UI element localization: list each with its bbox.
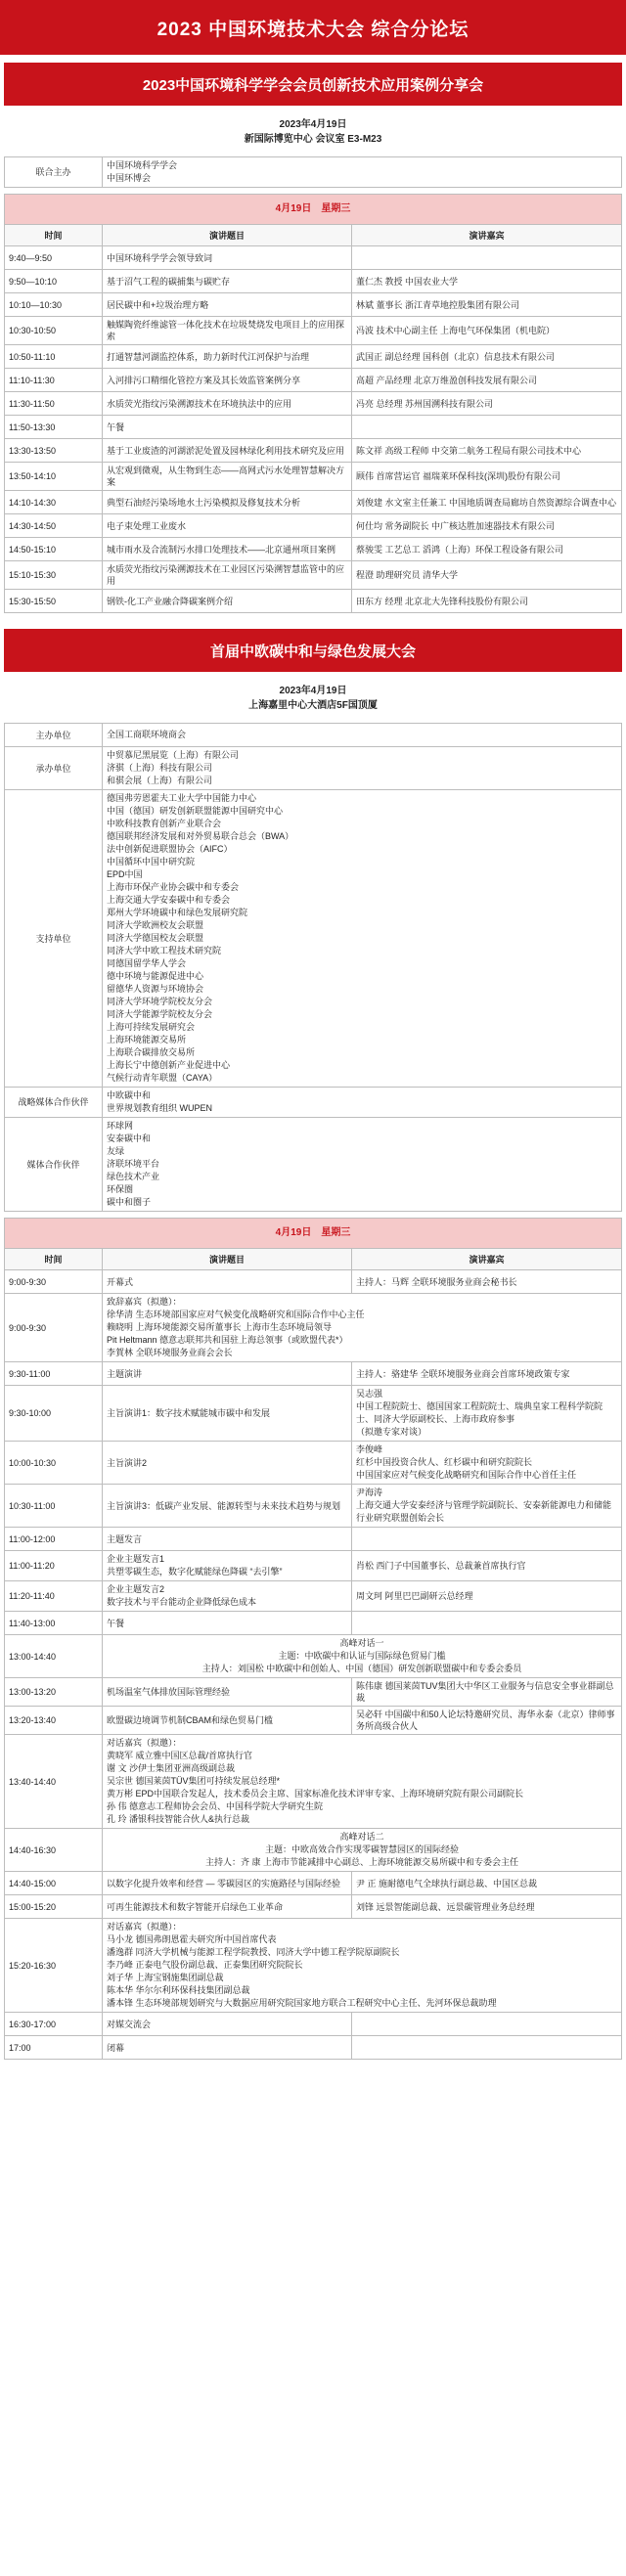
info-row: [5, 790, 622, 1088]
session-detail-line: 李乃峰 正泰电气股份副总裁、正泰集团研究院院长: [107, 1960, 303, 1970]
session-detail-line: 致辞嘉宾（拟邀）：: [107, 1297, 182, 1307]
session-time: 9:30-10:00: [5, 1386, 103, 1442]
schedule-row: [5, 392, 622, 416]
session-detail-line: 赖晓明 上海环境能源交易所董事长 上海市生态环境局领导: [107, 1322, 333, 1332]
session-detail-line: 李賀林 全联环境服务业商会会长: [107, 1348, 233, 1357]
info-label: 战略媒体合作伙伴: [5, 1088, 103, 1118]
session-topic: 可再生能源技术和数字智能开启绿色工业革命: [103, 1895, 352, 1919]
schedule-row: [5, 369, 622, 392]
session-topic: 主旨演讲1：数字技术赋能城市碳中和发展: [103, 1386, 352, 1442]
session-time: 15:20-16:30: [5, 1919, 103, 2013]
forum1-date: 2023年4月19日: [279, 119, 347, 130]
schedule-row: [5, 514, 622, 538]
session-time: 11:00-11:20: [5, 1551, 103, 1581]
forum1-host-item: 中国环境科学学会: [107, 160, 178, 170]
session-speaker: 田东方 经理 北京北大先锋科技股份有限公司: [352, 590, 622, 613]
session-speaker: [352, 1612, 622, 1635]
session-time: 9:40—9:50: [5, 246, 103, 270]
session-detail-line: 黄万彬 EPD中国联合发起人，技术委员会主席、国家标准化技术评审专家、上海环境研究院有限公司副院长: [107, 1789, 524, 1799]
session-time: 11:40-13:00: [5, 1612, 103, 1635]
session-speaker: 蔡骏雯 工艺总工 滔鸿（上海）环保工程设备有限公司: [352, 538, 622, 561]
session-speaker: 周文珂 阿里巴巴副研云总经理: [352, 1581, 622, 1612]
session-topic: 午餐: [103, 1612, 352, 1635]
session-time: 11:30-11:50: [5, 392, 103, 416]
schedule-row: [5, 416, 622, 439]
info-item: 绿色技术产业: [107, 1172, 160, 1181]
forum1-col-speaker: 演讲嘉宾: [352, 225, 622, 246]
schedule-row: [5, 463, 622, 491]
session-detail: [103, 1919, 622, 2013]
session-speaker: 董仁杰 教授 中国农业大学: [352, 270, 622, 293]
session-time: 14:40-16:30: [5, 1829, 103, 1872]
session-detail-line: 黄晓军 威立雅中国区总裁/首席执行官: [107, 1751, 253, 1760]
session-speaker: 高超 产品经理 北京万维盈创科技发展有限公司: [352, 369, 622, 392]
info-item: 同济大学中欧工程技术研究院: [107, 946, 222, 955]
session-time: 10:50-11:10: [5, 345, 103, 369]
info-item: 安泰碳中和: [107, 1133, 152, 1143]
session-time: 10:10—10:30: [5, 293, 103, 317]
info-item: 世界规划教育组织 WUPEN: [107, 1103, 213, 1113]
page-title: 2023 中国环境技术大会 综合分论坛: [0, 0, 626, 55]
session-topic: [103, 1581, 352, 1612]
session-speaker: 冯波 技术中心副主任 上海电气环保集团（机电院）: [352, 317, 622, 345]
forum1-host-table: [4, 156, 622, 188]
session-detail-line: 谢 文 沙伊士集团亚洲高级副总裁: [107, 1763, 236, 1773]
session-time: 14:30-14:50: [5, 514, 103, 538]
session-speaker-line: 上海交通大学安泰经济与管理学院副院长、安泰新能源电力和储能行业研究联盟创始会长: [356, 1500, 612, 1523]
session-topic: 钢铁-化工产业融合降碳案例介绍: [103, 590, 352, 613]
session-topic: 欧盟碳边境调节机制CBAM和绿色贸易门槛: [103, 1707, 352, 1735]
session-detail: [103, 1735, 622, 1829]
forum2-col-topic: 演讲题目: [103, 1249, 352, 1270]
info-item: 上海交通大学安泰碳中和专委会: [107, 895, 231, 905]
schedule-row: [5, 1829, 622, 1872]
session-detail-line: 对话嘉宾（拟邀）：: [107, 1922, 182, 1932]
forum2-schedule: [4, 1218, 622, 2060]
session-detail-line: 高峰对话一: [339, 1638, 384, 1648]
session-detail-line: 高峰对话二: [339, 1832, 384, 1842]
schedule-row: [5, 1386, 622, 1442]
session-detail: [103, 1294, 622, 1362]
session-speaker: 林斌 董事长 浙江青草地控股集团有限公司: [352, 293, 622, 317]
schedule-row: [5, 1735, 622, 1829]
session-topic: 基于工业废渣的河湖淤泥处置及园林绿化利用技术研究及应用: [103, 439, 352, 463]
info-label: 支持单位: [5, 790, 103, 1088]
forum2-day-header: 4月19日 星期三: [5, 1219, 622, 1249]
schedule-row: [5, 1919, 622, 2013]
session-time: 13:40-14:40: [5, 1735, 103, 1829]
session-detail-line: 主题：中欧高效合作实现零碳智慧园区的国际经验: [264, 1844, 459, 1854]
session-speaker: 陈文祥 高级工程师 中交第二航务工程局有限公司技术中心: [352, 439, 622, 463]
forum1-day-header: 4月19日 星期三: [5, 195, 622, 225]
forum1-meta: [0, 106, 626, 156]
session-detail-line: 主持人：齐 康 上海市节能减排中心副总、上海环境能源交易所碳中和专委会主任: [204, 1857, 518, 1867]
info-row: [5, 1088, 622, 1118]
session-time: 10:30-10:50: [5, 317, 103, 345]
info-item: 德国弗劳恩霍夫工业大学中国能力中心: [107, 793, 257, 803]
session-detail-line: 孔 玲 潘银科技智能合伙人&执行总裁: [107, 1814, 250, 1824]
session-speaker: [352, 1386, 622, 1442]
session-speaker-line: 尹海涛: [356, 1488, 383, 1497]
session-topic: 开幕式: [103, 1270, 352, 1294]
session-speaker-line: 李俊峰: [356, 1444, 383, 1454]
info-row: [5, 747, 622, 790]
session-time: 13:00-14:40: [5, 1635, 103, 1678]
session-topic: 对媒交流会: [103, 2013, 352, 2036]
schedule-row: [5, 538, 622, 561]
session-topic: 居民碳中和+垃圾治理方略: [103, 293, 352, 317]
session-speaker: 何仕均 常务副院长 中广核达胜加速器技术有限公司: [352, 514, 622, 538]
session-speaker: 主持人：骆建华 全联环境服务业商会首席环境政策专家: [352, 1362, 622, 1386]
session-topic: 主题发言: [103, 1528, 352, 1551]
info-item: 中国（德国）研发创新联盟能源中国研究中心: [107, 806, 284, 816]
info-item: 同德国留学华人学会: [107, 958, 187, 968]
session-speaker: [352, 246, 622, 270]
session-speaker-line: 吴志强: [356, 1389, 383, 1399]
schedule-row: [5, 1485, 622, 1528]
session-time: 15:10-15:30: [5, 561, 103, 590]
info-item: 济骐（上海）科技有限公司: [107, 763, 213, 773]
session-speaker: 刘锋 远景智能副总裁、远景碳管理业务总经理: [352, 1895, 622, 1919]
session-topic: 水质荧光指纹污染溯源技术在环境执法中的应用: [103, 392, 352, 416]
info-items: [103, 747, 622, 790]
schedule-row: [5, 1895, 622, 1919]
session-time: 14:10-14:30: [5, 491, 103, 514]
info-items: [103, 1088, 622, 1118]
schedule-row: [5, 1872, 622, 1895]
info-item: 郑州大学环境碳中和绿色发展研究院: [107, 908, 248, 917]
schedule-row: [5, 1362, 622, 1386]
info-label: 主办单位: [5, 724, 103, 747]
info-label: 承办单位: [5, 747, 103, 790]
session-speaker: 冯亮 总经理 苏州国溯科技有限公司: [352, 392, 622, 416]
session-speaker: 肖松 西门子中国董事长、总裁兼首席执行官: [352, 1551, 622, 1581]
info-item: 碳中和圈子: [107, 1197, 152, 1207]
forum2-col-time: 时间: [5, 1249, 103, 1270]
schedule-row: [5, 590, 622, 613]
session-speaker: 主持人：马辉 全联环境服务业商会秘书长: [352, 1270, 622, 1294]
schedule-row: [5, 1581, 622, 1612]
session-topic: 中国环境科学学会领导致词: [103, 246, 352, 270]
session-time: 15:00-15:20: [5, 1895, 103, 1919]
session-topic: 机场温室气体排放国际管理经验: [103, 1678, 352, 1707]
info-item: 上海可持续发展研究会: [107, 1022, 196, 1032]
session-time: 9:50—10:10: [5, 270, 103, 293]
session-detail-line: 主题：中欧碳中和认证与国际绿色贸易门槛: [278, 1651, 446, 1661]
info-item: 上海联合碳排放交易所: [107, 1047, 196, 1057]
info-item: 德中环境与能源促进中心: [107, 971, 204, 981]
forum2-venue: 上海嘉里中心大酒店5F国顶厦: [248, 700, 378, 711]
info-items: [103, 790, 622, 1088]
info-item: 中欧科技教育创新产业联合会: [107, 819, 222, 828]
schedule-row: [5, 491, 622, 514]
session-topic: 触媒陶瓷纤维滤管一体化技术在垃圾焚烧发电项目上的应用探索: [103, 317, 352, 345]
session-speaker: [352, 1485, 622, 1528]
forum2-col-speaker: 演讲嘉宾: [352, 1249, 622, 1270]
session-time: 14:50-15:10: [5, 538, 103, 561]
info-label: 媒体合作伙伴: [5, 1118, 103, 1212]
schedule-row: [5, 270, 622, 293]
forum1-host-item: 中国环博会: [107, 173, 152, 183]
session-detail-line: Pit Heltmann 德意志联邦共和国驻上海总领事（或欧盟代表*）: [107, 1335, 348, 1345]
session-topic: 电子束处理工业废水: [103, 514, 352, 538]
session-speaker-line: 中国国家应对气候变化战略研究和国际合作中心首任主任: [356, 1470, 577, 1480]
session-detail-line: 吴宗世 德国莱茵TÜV集团可持续发展总经理*: [107, 1776, 281, 1786]
session-speaker: [352, 2036, 622, 2060]
forum1-host-row: [5, 157, 622, 188]
schedule-row: [5, 1528, 622, 1551]
schedule-row: [5, 2036, 622, 2060]
session-topic-line: 企业主题发言1: [107, 1554, 165, 1564]
info-item: 同济大学欧洲校友会联盟: [107, 920, 204, 930]
session-speaker: 顾伟 首席营运官 福瑞莱环保科技(深圳)股份有限公司: [352, 463, 622, 491]
session-topic: 以数字化提升效率和经营 — 零碳园区的实施路径与国际经验: [103, 1872, 352, 1895]
session-time: 9:30-11:00: [5, 1362, 103, 1386]
session-topic: 主旨演讲2: [103, 1442, 352, 1485]
session-speaker: 刘俊建 水文室主任兼工 中国地质调查局廊坊自然资源综合调查中心: [352, 491, 622, 514]
session-detail-line: 马小龙 德国弗朗恩霍夫研究所中国首席代表: [107, 1934, 277, 1944]
info-row: [5, 1118, 622, 1212]
info-item: 德国联邦经济发展和对外贸易联合总会（BWA）: [107, 831, 294, 841]
session-topic: 从宏观到微观，从生物到生态——高网式污水处理智慧解决方案: [103, 463, 352, 491]
forum1-host-label: 联合主办: [5, 157, 103, 188]
session-topic: 典型石油烃污染场地水土污染模拟及修复技术分析: [103, 491, 352, 514]
forum1-col-topic: 演讲题目: [103, 225, 352, 246]
forum2-info-table: [4, 723, 622, 1212]
session-time: 13:20-13:40: [5, 1707, 103, 1735]
session-detail-line: 潘逸群 同济大学机械与能源工程学院教授、同济大学中德工程学院原副院长: [107, 1947, 400, 1957]
info-item: 中欧碳中和: [107, 1090, 152, 1100]
session-detail-line: 刘子华 上海宝钢施集团副总裁: [107, 1973, 224, 1982]
session-topic: 主旨演讲3：低碳产业发展、能源转型与未来技术趋势与规划: [103, 1485, 352, 1528]
session-speaker-line: （拟邀专家对谈）: [356, 1427, 427, 1437]
info-item: 同济大学环境学院校友分会: [107, 997, 213, 1006]
session-topic: 闭幕: [103, 2036, 352, 2060]
session-topic-line: 企业主题发言2: [107, 1584, 165, 1594]
session-detail-line: 对话嘉宾（拟邀）：: [107, 1738, 182, 1748]
info-item: 全国工商联环境商会: [107, 730, 187, 739]
schedule-row: [5, 1442, 622, 1485]
schedule-row: [5, 1551, 622, 1581]
session-time: 10:30-11:00: [5, 1485, 103, 1528]
forum2-meta: [0, 672, 626, 723]
session-speaker-line: 中国工程院院士、德国国家工程院院士、瑞典皇家工程科学院院士、同济大学原副校长、上海市政府参事: [356, 1401, 604, 1424]
session-time: 15:30-15:50: [5, 590, 103, 613]
session-time: 11:20-11:40: [5, 1581, 103, 1612]
session-time: 9:00-9:30: [5, 1270, 103, 1294]
session-detail-line: 主持人：刘国松 中欧碳中和创始人、中国（德国）研发创新联盟碳中和专委会委员: [201, 1664, 522, 1673]
session-speaker: [352, 1442, 622, 1485]
info-item: 留德华人资源与环境协会: [107, 984, 204, 994]
info-item: 上海环境能源交易所: [107, 1035, 187, 1044]
session-detail: [103, 1829, 622, 1872]
session-time: 17:00: [5, 2036, 103, 2060]
session-topic: 主题演讲: [103, 1362, 352, 1386]
session-speaker: [352, 1528, 622, 1551]
session-topic-line: 数字技术与平台能动企业降低绿色成本: [107, 1597, 257, 1607]
schedule-row: [5, 345, 622, 369]
info-item: 友绿: [107, 1146, 125, 1156]
info-item: 同济大学德国校友会联盟: [107, 933, 204, 943]
session-speaker: [352, 2013, 622, 2036]
info-item: EPD中国: [107, 869, 143, 879]
session-time: 13:30-13:50: [5, 439, 103, 463]
session-time: 13:00-13:20: [5, 1678, 103, 1707]
schedule-row: [5, 1707, 622, 1735]
session-speaker: 武国正 副总经理 国科创（北京）信息技术有限公司: [352, 345, 622, 369]
info-item: 环保圈: [107, 1184, 134, 1194]
session-topic: 打通智慧河湖监控体系，助力新时代江河保护与治理: [103, 345, 352, 369]
info-item: 环球网: [107, 1121, 134, 1131]
session-time: 11:00-12:00: [5, 1528, 103, 1551]
forum1-banner: 2023中国环境科学学会会员创新技术应用案例分享会: [4, 63, 622, 106]
session-topic-line: 共塑零碳生态，数字化赋能绿色降碳 “去引擎”: [107, 1567, 283, 1577]
session-speaker: [352, 416, 622, 439]
session-topic: 水质荧光指纹污染溯源技术在工业园区污染溯智慧监管中的应用: [103, 561, 352, 590]
session-time: 11:50-13:30: [5, 416, 103, 439]
session-speaker: 吴必轩 中国碳中和50人论坛特邀研究员、海华永泰（北京）律师事务所高级合伙人: [352, 1707, 622, 1735]
session-speaker: 尹 正 施耐德电气全球执行副总裁、中国区总裁: [352, 1872, 622, 1895]
info-item: 和骐会展（上海）有限公司: [107, 776, 213, 785]
info-item: 中贸慕尼黑展览（上海）有限公司: [107, 750, 240, 760]
session-speaker-line: 红杉中国投资合伙人、红杉碳中和研究院院长: [356, 1457, 533, 1467]
schedule-row: [5, 2013, 622, 2036]
session-time: 16:30-17:00: [5, 2013, 103, 2036]
info-items: [103, 1118, 622, 1212]
schedule-row: [5, 1678, 622, 1707]
schedule-row: [5, 1270, 622, 1294]
schedule-row: [5, 293, 622, 317]
session-detail-line: 孙 伟 德意志工程师协会会员、中国科学院大学研究生院: [107, 1801, 324, 1811]
schedule-row: [5, 1635, 622, 1678]
info-item: 上海长宁中德创新产业促进中心: [107, 1060, 231, 1070]
forum2-banner: 首届中欧碳中和与绿色发展大会: [4, 629, 622, 672]
forum1-host-list: [103, 157, 622, 188]
session-detail: [103, 1635, 622, 1678]
session-topic: 城市雨水及合流制污水排口处理技术——北京通州项目案例: [103, 538, 352, 561]
info-item: 法中创新促进联盟协会（AIFC）: [107, 844, 233, 854]
info-item: 上海市环保产业协会碳中和专委会: [107, 882, 240, 892]
forum1-col-time: 时间: [5, 225, 103, 246]
session-speaker: 程澄 助理研究员 清华大学: [352, 561, 622, 590]
schedule-row: [5, 246, 622, 270]
session-topic: [103, 1551, 352, 1581]
forum2-date: 2023年4月19日: [279, 686, 347, 696]
forum1-venue: 新国际博览中心 会议室 E3-M23: [244, 134, 382, 145]
session-topic: 午餐: [103, 416, 352, 439]
session-topic: 入河排污口精细化管控方案及其长效监管案例分享: [103, 369, 352, 392]
schedule-row: [5, 317, 622, 345]
info-item: 济联环境平台: [107, 1159, 160, 1169]
session-detail-line: 徐华清 生态环境部国家应对气候变化战略研究和国际合作中心主任: [107, 1310, 365, 1319]
session-time: 11:10-11:30: [5, 369, 103, 392]
session-topic: 基于沼气工程的碳捕集与碳贮存: [103, 270, 352, 293]
session-time: 13:50-14:10: [5, 463, 103, 491]
session-detail-line: 潘本锋 生态环境部规划研究与大数据应用研究院国家地方联合工程研究中心主任、先河环保总裁助理: [107, 1998, 497, 2008]
info-item: 同济大学能源学院校友分会: [107, 1009, 213, 1019]
info-row: [5, 724, 622, 747]
session-time: 10:00-10:30: [5, 1442, 103, 1485]
schedule-row: [5, 561, 622, 590]
session-time: 9:00-9:30: [5, 1294, 103, 1362]
schedule-row: [5, 439, 622, 463]
session-time: 14:40-15:00: [5, 1872, 103, 1895]
info-items: [103, 724, 622, 747]
info-item: 气候行动青年联盟（CAYA）: [107, 1073, 218, 1083]
session-speaker: 陈伟康 德国莱茵TUV集团大中华区工业服务与信息安全事业群副总裁: [352, 1678, 622, 1707]
session-detail-line: 陈本华 华尔尔利环保科技集团副总裁: [107, 1985, 250, 1995]
info-item: 中国循环中国中研究院: [107, 857, 196, 866]
schedule-row: [5, 1294, 622, 1362]
schedule-row: [5, 1612, 622, 1635]
forum1-schedule: [4, 194, 622, 613]
